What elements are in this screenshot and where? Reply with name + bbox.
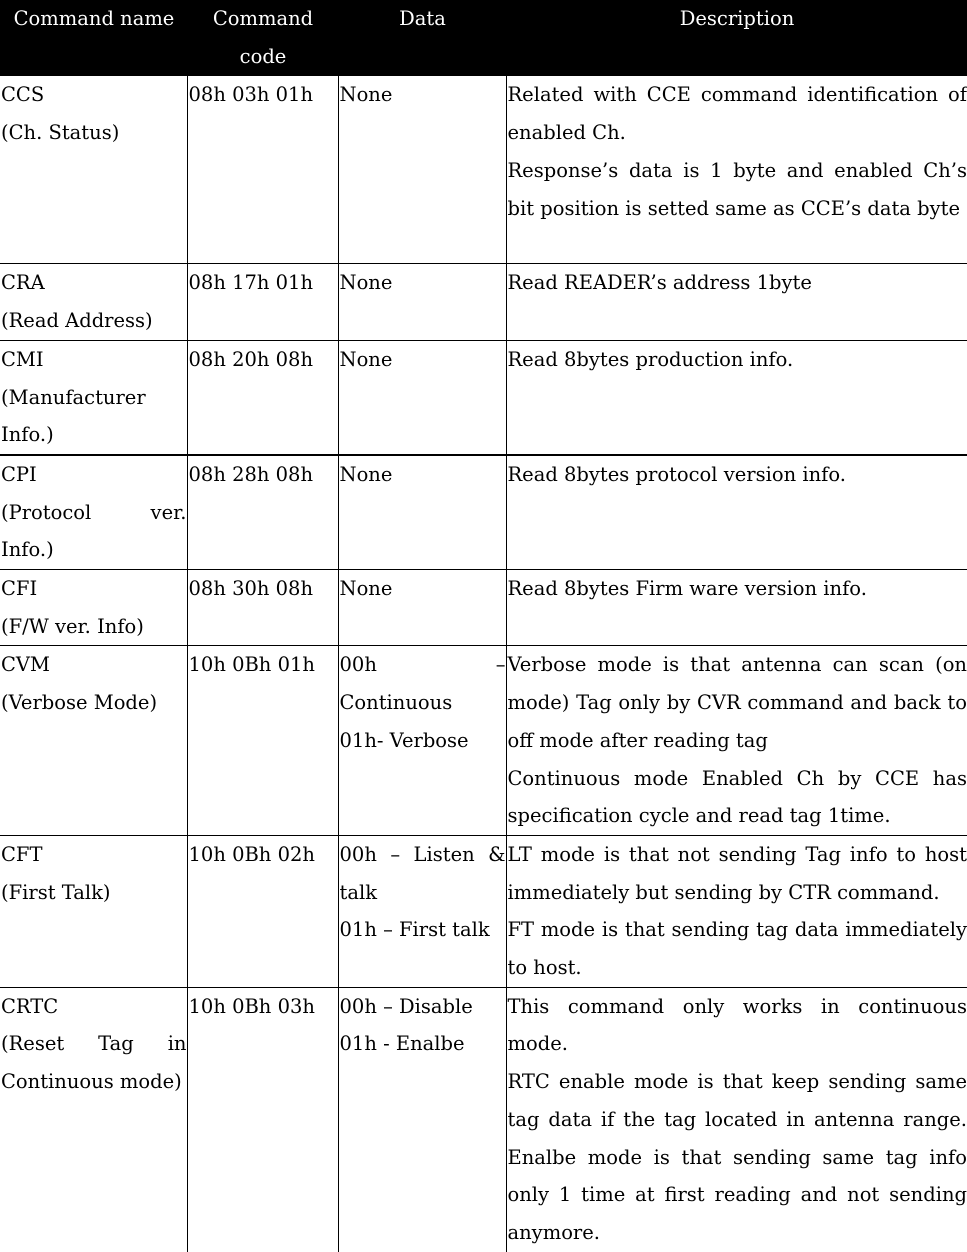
command-name-cell [0,455,187,570]
header-command-code-line1: Command [188,0,338,38]
command-name-sub: (Protocol ver. Info.) [1,494,187,569]
command-name: CRA [1,264,187,302]
command-code: 08h 17h 01h [187,264,338,340]
description-cell [506,987,967,1251]
table-row [0,76,967,264]
command-name: CFI [1,570,187,608]
command-name-sub: (First Talk) [1,874,187,912]
description-cell [506,455,967,570]
table-row [0,264,967,340]
description-paragraph: FT mode is that sending tag data immediately to host. [508,911,967,986]
command-name-cell [0,264,187,340]
data-value: 00h – Disable [340,988,506,1026]
command-name-sub: (Ch. Status) [1,114,187,152]
command-name-cell [0,987,187,1251]
command-name: CVM [1,646,187,684]
command-name-sub: (Read Address) [1,302,187,340]
command-name-cell [0,570,187,646]
description-cell [506,835,967,987]
data-cell [338,455,506,570]
description-paragraph: This command only works in continuous mode. [508,988,967,1063]
command-name: CFT [1,836,187,874]
table-header [0,0,967,76]
header-data: Data [338,0,506,76]
command-code: 08h 28h 08h [187,455,338,570]
command-code: 08h 03h 01h [187,76,338,264]
command-name-sub: (Verbose Mode) [1,684,187,722]
data-value: 01h - Enalbe [340,1025,506,1063]
header-command-name: Command name [0,0,187,76]
data-cell [338,264,506,340]
command-name: CCS [1,76,187,114]
table-row [0,646,967,836]
header-command-code [187,0,338,76]
table-row [0,455,967,570]
command-code: 10h 0Bh 03h [187,987,338,1251]
data-value: None [340,456,506,494]
description-paragraph: LT mode is that not sending Tag info to host immediately but sending by CTR command. [508,836,967,911]
description-paragraph: Response’s data is 1 byte and enabled Ch’s bit position is setted same as CCE’s data byte [508,152,967,227]
description-paragraph: Read 8bytes protocol version info. [508,456,967,494]
description-paragraph: Read READER’s address 1byte [508,264,967,302]
description-cell [506,76,967,264]
description-paragraph: Related with CCE command identification of enabled Ch. [508,76,967,151]
command-name-cell [0,835,187,987]
description-paragraph: Read 8bytes production info. [508,341,967,379]
table-row [0,340,967,455]
command-name: CMI [1,341,187,379]
command-name-sub: (F/W ver. Info) [1,608,187,646]
command-code: 10h 0Bh 02h [187,835,338,987]
data-value: 01h – First talk [340,911,506,949]
header-description: Description [506,0,967,76]
command-name: CRTC [1,988,187,1026]
table-row [0,570,967,646]
command-name-cell [0,340,187,455]
command-name: CPI [1,456,187,494]
table-row [0,835,967,987]
description-paragraph: Continuous mode Enabled Ch by CCE has specification cycle and read tag 1time. [508,760,967,835]
data-value: 00h – Listen & talk [340,836,506,911]
description-cell [506,340,967,455]
header-command-code-line2: code [188,38,338,76]
command-code: 08h 20h 08h [187,340,338,455]
data-cell [338,76,506,264]
data-cell [338,340,506,455]
data-value: None [340,570,506,608]
data-cell [338,570,506,646]
description-paragraph: Read 8bytes Firm ware version info. [508,570,967,608]
description-cell [506,264,967,340]
description-cell [506,570,967,646]
description-paragraph: RTC enable mode is that keep sending same tag data if the tag located in antenna range. Enalbe mode is that sending same tag info only 1 time at first reading and not sending anymore. [508,1063,967,1252]
command-name-cell [0,76,187,264]
command-name-cell [0,646,187,836]
table-row [0,987,967,1251]
data-value: None [340,76,506,114]
description-cell [506,646,967,836]
data-value: None [340,341,506,379]
data-cell [338,646,506,836]
description-paragraph: Verbose mode is that antenna can scan (on mode) Tag only by CVR command and back to off mode after reading tag [508,646,967,759]
command-name-sub: (Manufacturer Info.) [1,379,187,454]
command-code: 08h 30h 08h [187,570,338,646]
data-cell [338,987,506,1251]
command-code: 10h 0Bh 01h [187,646,338,836]
data-value: 00h – Continuous [340,646,506,721]
command-name-sub: (Reset Tag in Continuous mode) [1,1025,187,1100]
data-value: None [340,264,506,302]
data-value: 01h- Verbose [340,722,506,760]
data-cell [338,835,506,987]
